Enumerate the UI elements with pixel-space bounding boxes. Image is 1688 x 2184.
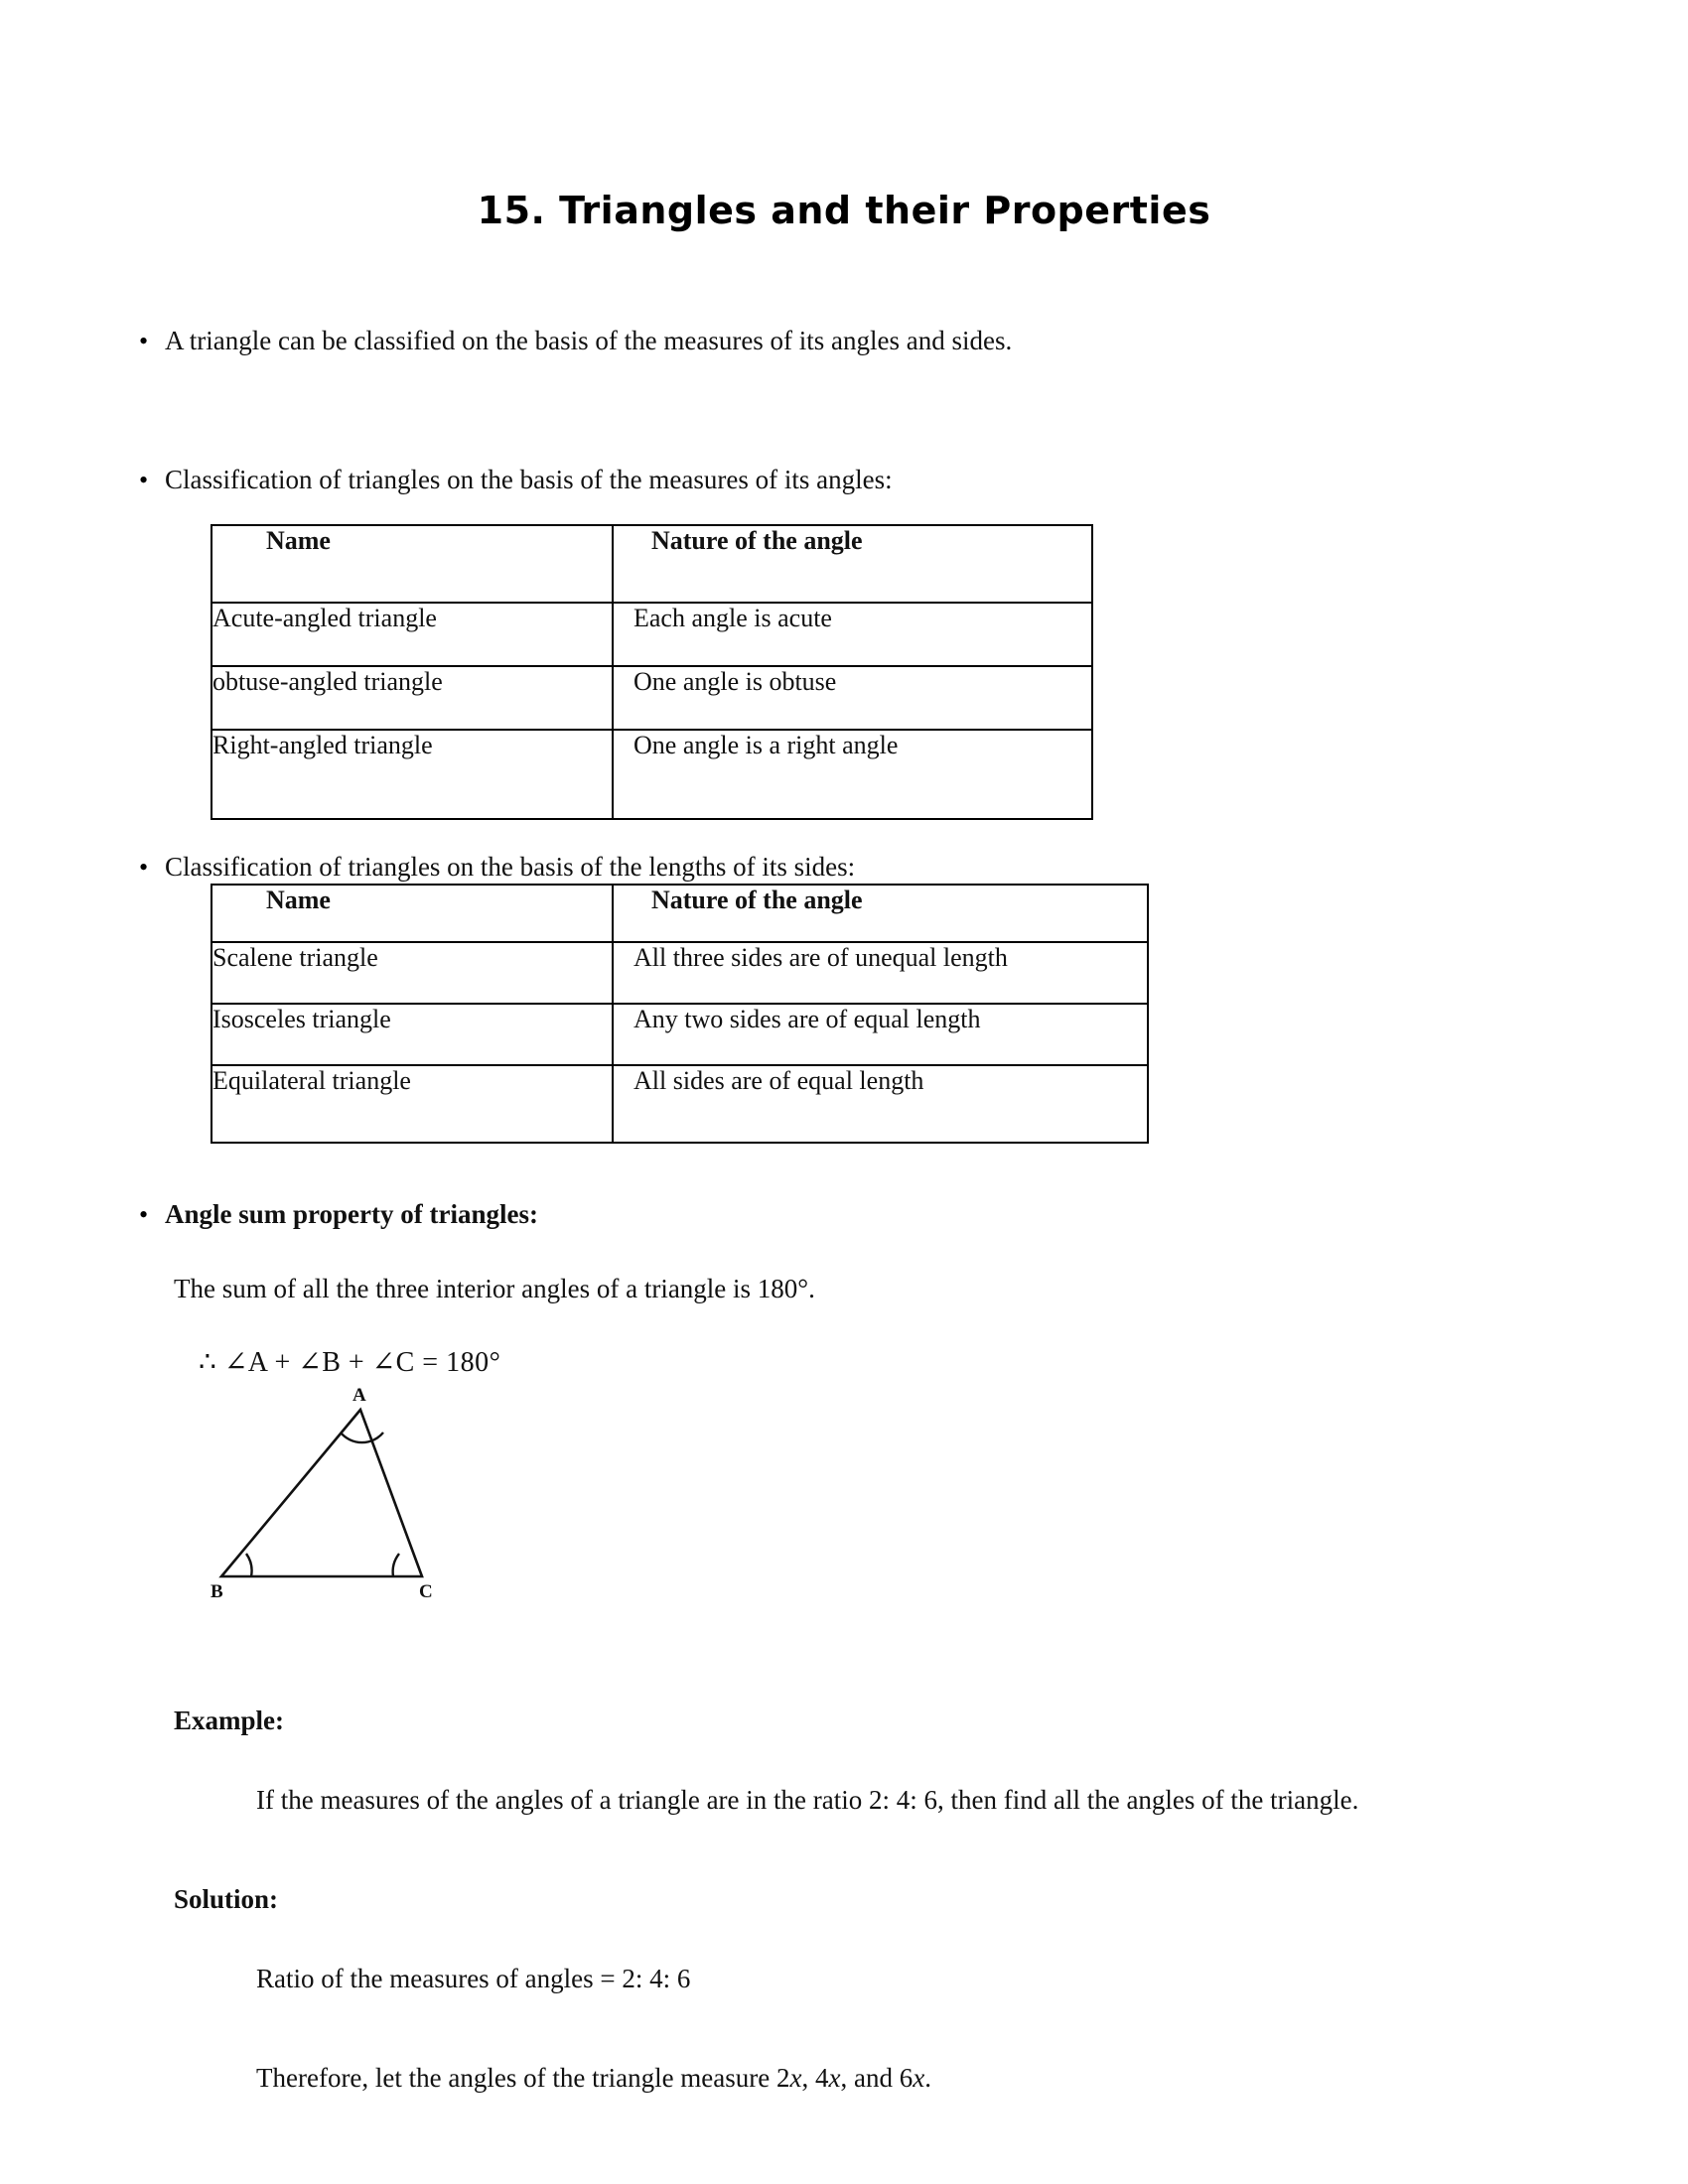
angle-sum-formula: ∴ ∠A + ∠B + ∠C = 180° [199,1347,501,1378]
cell-nature: All three sides are of unequal length [613,942,1148,1004]
table-row [211,666,1092,730]
bullet-item-sides-classification [139,849,1380,885]
bullet-item-angle-sum-property [139,1196,1331,1232]
bullet-text-angles-classification: Classification of triangles on the basis of the measures of its angles: [165,465,893,494]
solution-assumption-line [256,2060,1487,2098]
table-row [211,1004,1148,1065]
triangle-shape [221,1410,422,1576]
bullet-text-angle-sum-property: Angle sum property of triangles: [165,1199,538,1229]
bullet-marker-icon [139,1196,165,1228]
cell-name: Equilateral triangle [211,1065,613,1143]
cell-name: obtuse-angled triangle [211,666,613,730]
cell-nature: Any two sides are of equal length [613,1004,1148,1065]
column-header-name: Name [211,885,613,942]
solution-heading: Solution: [174,1884,279,1914]
table-row [211,730,1092,819]
table-row [211,603,1092,666]
cell-nature: One angle is obtuse [613,666,1092,730]
column-header-name: Name [211,525,613,603]
example-body: If the measures of the angles of a triangle are in the ratio 2: 4: 6, then find all the angles of the triangle. [256,1785,1359,1815]
cell-name: Isosceles triangle [211,1004,613,1065]
bullet-marker-icon [139,323,165,354]
angle-arc-c-icon [393,1554,399,1576]
bullet-item-intro [139,323,1331,358]
triangle-diagram [199,1385,516,1673]
bullet-text-intro: A triangle can be classified on the basis of the measures of its angles and sides. [165,326,1013,355]
solution-line2-var3: x [913,2063,925,2093]
solution-line2-mid1: , 4 [801,2063,829,2093]
vertex-label-b: B [211,1581,223,1602]
solution-ratio-line: Ratio of the measures of angles = 2: 4: 6 [256,1964,691,1993]
column-header-nature: Nature of the angle [613,885,1148,942]
cell-name: Scalene triangle [211,942,613,1004]
page-title: 15. Triangles and their Properties [477,189,1211,232]
triangle-figure-svg [199,1385,516,1673]
solution-line2-suffix: . [924,2063,931,2093]
cell-name: Acute-angled triangle [211,603,613,666]
example-heading: Example: [174,1706,284,1735]
table-row [211,942,1148,1004]
vertex-label-c: C [419,1581,433,1602]
vertex-label-a: A [352,1385,366,1406]
cell-nature: All sides are of equal length [613,1065,1148,1143]
bullet-item-angles-classification [139,462,1331,497]
angle-arc-a-icon [341,1433,383,1442]
angle-arc-b-icon [246,1554,252,1576]
table-header-row [211,885,1148,942]
bullet-marker-icon [139,849,165,881]
solution-line2-var1: x [789,2063,802,2093]
solution-line2-prefix: Therefore, let the angles of the triangle measure 2 [256,2063,790,2093]
column-header-nature: Nature of the angle [613,525,1092,603]
cell-nature: Each angle is acute [613,603,1092,666]
table-classification-by-angles [211,524,1093,820]
bullet-text-sides-classification: Classification of triangles on the basis of the lengths of its sides: [165,852,856,882]
cell-nature: One angle is a right angle [613,730,1092,819]
cell-name: Right-angled triangle [211,730,613,819]
angle-sum-statement: The sum of all the three interior angles of a triangle is 180°. [174,1274,815,1303]
table-classification-by-sides [211,884,1149,1144]
bullet-marker-icon [139,462,165,493]
table-header-row [211,525,1092,603]
table-row [211,1065,1148,1143]
solution-line2-var2: x [828,2063,841,2093]
solution-line2-mid2: , and 6 [840,2063,914,2093]
